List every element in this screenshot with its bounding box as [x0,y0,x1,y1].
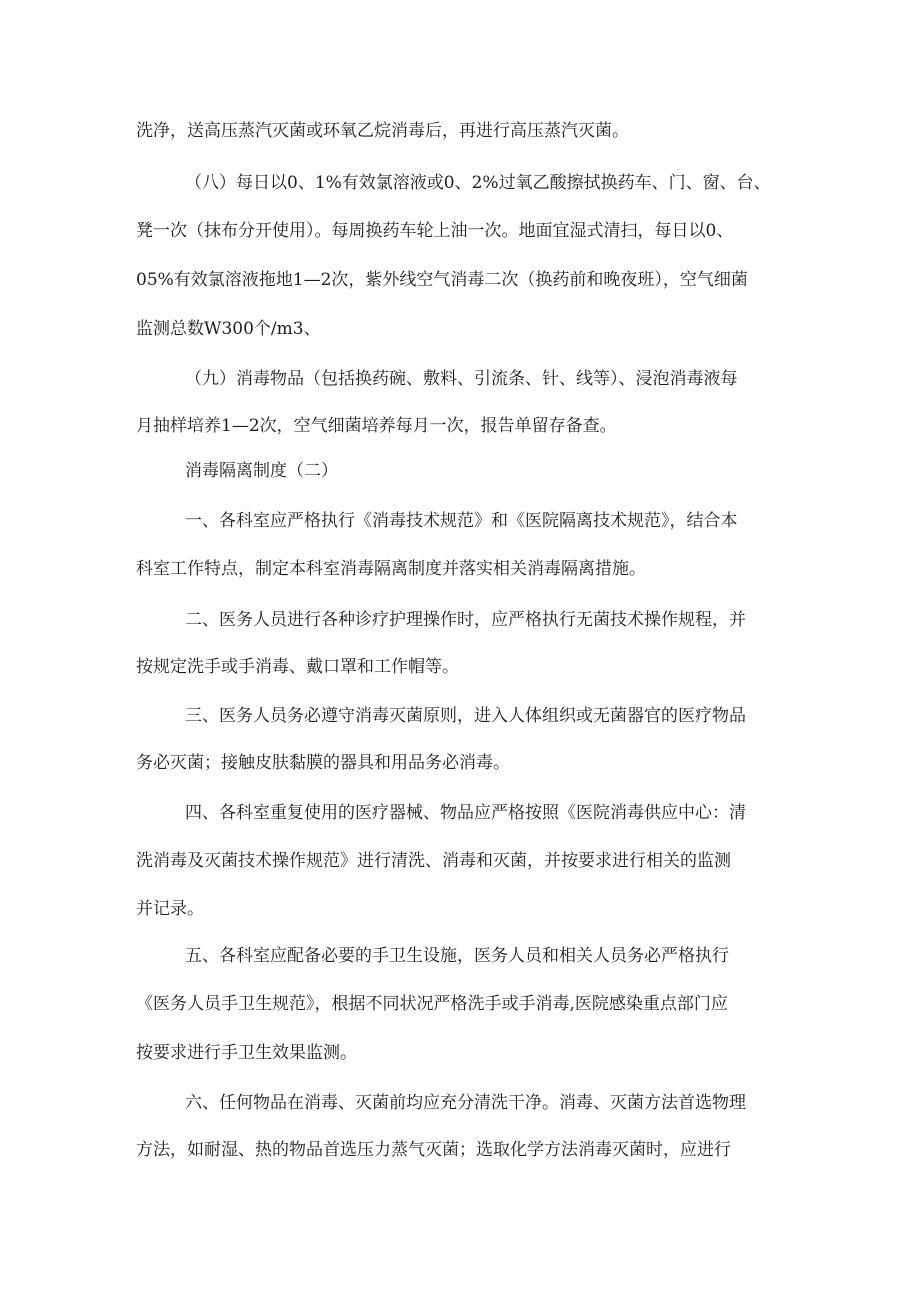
text-line: （九）消毒物品（包括换药碗、敷料、引流条、针、线等）、浸泡消毒液每 [185,369,738,389]
text-line: 一、各科室应严格执行《消毒技术规范》和《医院隔离技术规范》，结合本 [185,511,738,531]
text-line: 二、医务人员进行各种诊疗护理操作时，应严格执行无菌技术操作规程，并 [185,610,746,630]
text-line: 《医务人员手卫生规范》，根据不同状况严格洗手或手消毒,医院感染重点部门应 [136,994,728,1014]
text-line: 按要求进行手卫生效果监测。 [136,1043,357,1063]
text-line: 三、医务人员务必遵守消毒灭菌原则，进入人体组织或无菌器官的医疗物品 [185,706,746,726]
text-line: 方法，如耐湿、热的物品首选压力蒸气灭菌；选取化学方法消毒灭菌时，应进行 [136,1140,731,1160]
text-line: 并记录。 [136,899,204,919]
text-line: 科室工作特点，制定本科室消毒隔离制度并落实相关消毒隔离措施。 [136,559,646,579]
text-line: 按规定洗手或手消毒、戴口罩和工作帽等。 [136,657,459,677]
text-line: 五、各科室应配备必要的手卫生设施，医务人员和相关人员务必严格执行 [185,946,729,966]
section-title: 消毒隔离制度（二） [185,461,338,481]
text-line: 务必灭菌；接触皮肤黏膜的器具和用品务必消毒。 [136,753,510,773]
text-line: 凳一次（抹布分开使用）。每周换药车轮上油一次。地面宜湿式清扫，每日以0、 [136,221,734,241]
text-line: （八）每日以0、1%有效氯溶液或0、2%过氧乙酸擦拭换药车、门、窗、台、 [185,173,771,193]
text-line: 监测总数W300个/m3、 [136,319,321,339]
text-line: 洗消毒及灭菌技术操作规范》进行清洗、消毒和灭菌，并按要求进行相关的监测 [136,851,731,871]
text-line: 洗净，送高压蒸汽灭菌或环氧乙烷消毒后，再进行高压蒸汽灭菌。 [136,121,629,141]
text-line: 六、任何物品在消毒、灭菌前均应充分清洗干净。消毒、灭菌方法首选物理 [185,1093,746,1113]
text-line: 四、各科室重复使用的医疗器械、物品应严格按照《医院消毒供应中心：清 [185,803,746,823]
text-line: 05%有效氯溶液拖地1—2次，紫外线空气消毒二次（换药前和晚夜班），空气细菌 [136,270,748,290]
text-line: 月抽样培养1—2次，空气细菌培养每月一次，报告单留存备查。 [136,416,617,436]
